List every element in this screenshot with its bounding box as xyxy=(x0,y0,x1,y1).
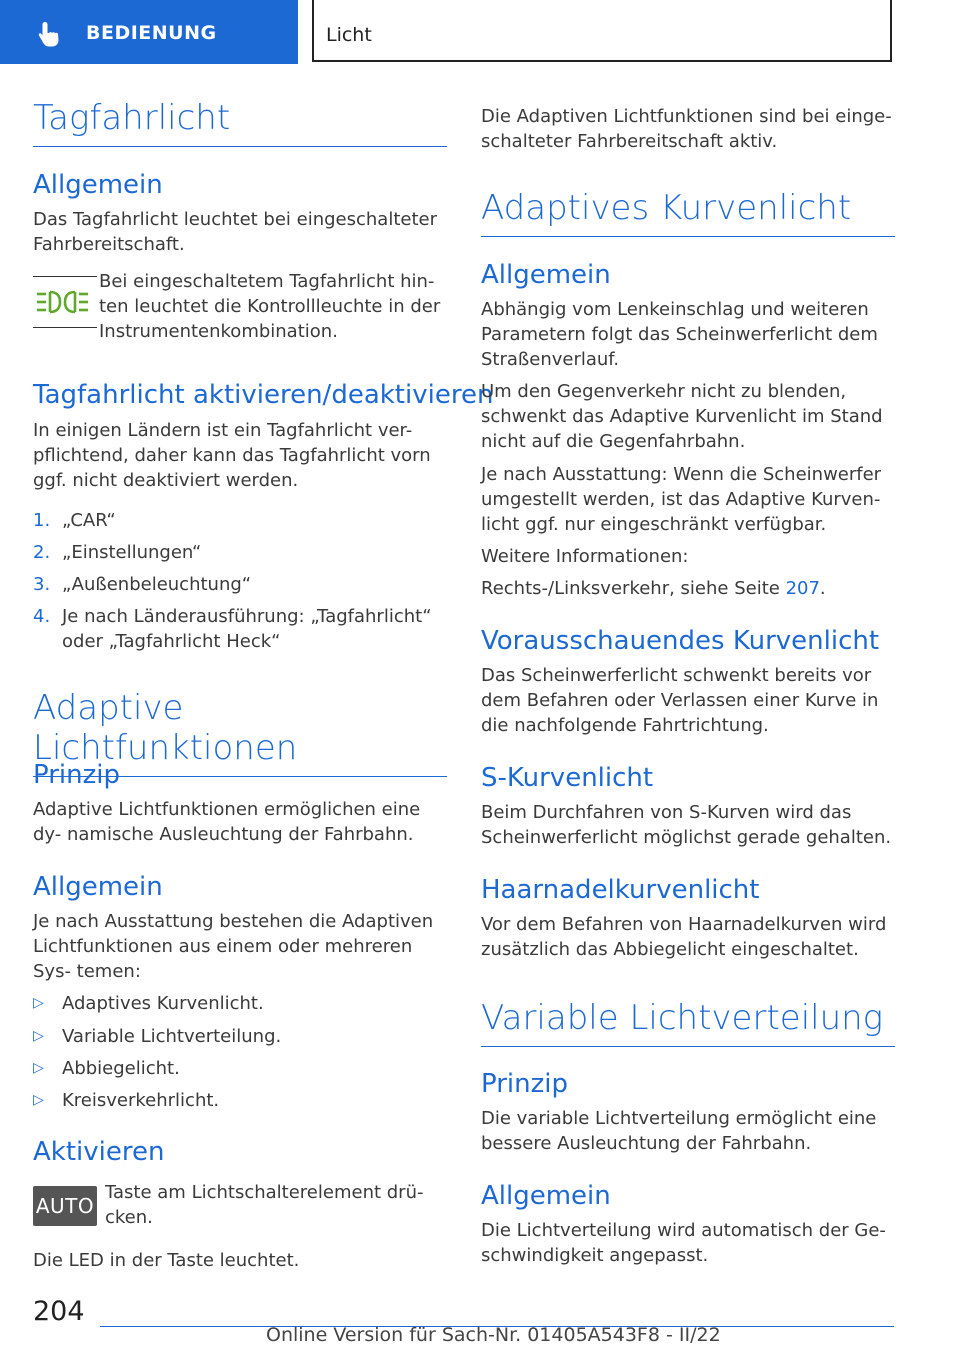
paragraph-taste: Taste am Lichtschalterelement drü- cken. xyxy=(105,1182,424,1228)
paragraph-intro: Die Adaptiven Lichtfunktionen sind bei einge- schalteter Fahrbereitschaft aktiv. xyxy=(481,106,892,152)
paragraph-prinzip: Adaptive Lichtfunktionen ermöglichen eine dy- namische Ausleuchtung der Fahrbahn. xyxy=(33,799,421,845)
auto-button-icon: AUTO xyxy=(33,1186,97,1226)
heading-adaptive-lichtfunktionen: Adaptive Lichtfunktionen xyxy=(33,688,447,777)
page-footer xyxy=(0,1290,960,1362)
paragraph-allgemein-r2: Die Lichtverteilung wird automatisch der Ge- schwindigkeit angepasst. xyxy=(481,1220,886,1266)
chapter-box xyxy=(312,0,892,62)
footer-version-text: Online Version für Sach-Nr. 01405A543F8 - II/22 xyxy=(266,1324,721,1346)
section-label: BEDIENUNG xyxy=(86,22,217,44)
paragraph-s-kurven: Beim Durchfahren von S-Kurven wird das Scheinwerferlicht möglichst gerade gehalten. xyxy=(481,802,892,848)
hand-pointer-icon xyxy=(36,20,66,48)
heading-prinzip: Prinzip xyxy=(33,760,120,790)
heading-variable-lichtverteilung: Variable Lichtverteilung xyxy=(481,998,895,1047)
heading-prinzip-r: Prinzip xyxy=(481,1069,568,1099)
paragraph-haarnadel: Vor dem Befahren von Haarnadelkurven wird zusätzlich das Abbiegelicht eingeschaltet. xyxy=(481,914,887,960)
paragraph-allgemein-2: Je nach Ausstattung bestehen die Adaptiven Lichtfunktionen aus einem oder mehreren Sys- temen: xyxy=(33,911,434,982)
heading-vorausschauendes-kurvenlicht: Vorausschauendes Kurvenlicht xyxy=(481,626,880,656)
heading-tagfahrlicht: Tagfahrlicht xyxy=(33,98,447,147)
list-item: ▷ Variable Lichtverteilung. xyxy=(33,1026,282,1047)
paragraph-gegenverkehr: Um den Gegenverkehr nicht zu blenden, schwenkt das Adaptive Kurvenlicht im Stand nicht auf die Gegenfahrbahn. xyxy=(481,381,883,452)
list-item: ▷ Abbiegelicht. xyxy=(33,1058,180,1079)
daytime-running-light-icon xyxy=(33,276,97,328)
section-tab xyxy=(0,0,298,64)
heading-s-kurvenlicht: S-Kurvenlicht xyxy=(481,763,654,793)
heading-allgemein-r1: Allgemein xyxy=(481,260,611,290)
list-item: 4. Je nach Länderausführung: „Tagfahrlicht“ oder „Tagfahrlicht Heck“ xyxy=(33,606,432,652)
page-link-207[interactable]: 207 xyxy=(785,578,820,599)
list-item: 1. „CAR“ xyxy=(33,510,116,531)
paragraph-seitenverweis: Rechts-/Linksverkehr, siehe Seite 207. xyxy=(481,578,826,599)
list-item: ▷ Kreisverkehrlicht. xyxy=(33,1090,220,1111)
triangle-bullet-icon: ▷ xyxy=(33,1092,44,1108)
page-header xyxy=(0,0,960,66)
paragraph-prinzip-r: Die variable Lichtverteilung ermöglicht eine bessere Ausleuchtung der Fahrbahn. xyxy=(481,1108,877,1154)
triangle-bullet-icon: ▷ xyxy=(33,1028,44,1044)
heading-aktivieren-deaktivieren: Tagfahrlicht aktivieren/deaktivieren xyxy=(33,380,494,410)
heading-adaptives-kurvenlicht: Adaptives Kurvenlicht xyxy=(481,188,895,237)
list-item: 3. „Außenbeleuchtung“ xyxy=(33,574,252,595)
paragraph-led: Die LED in der Taste leuchtet. xyxy=(33,1250,300,1271)
paragraph-weitere-info: Weitere Informationen: xyxy=(481,546,689,567)
heading-aktivieren: Aktivieren xyxy=(33,1137,165,1167)
paragraph-aktivieren: In einigen Ländern ist ein Tagfahrlicht ver- pflichtend, daher kann das Tagfahrlicht vorn ggf. nicht deaktiviert werden. xyxy=(33,420,431,491)
heading-allgemein-r2: Allgemein xyxy=(481,1181,611,1211)
paragraph-allgemein-1: Das Tagfahrlicht leuchtet bei eingeschalteter Fahrbereitschaft. xyxy=(33,209,438,255)
paragraph-lenkeinschlag: Abhängig vom Lenkeinschlag und weiteren Parametern folgt das Scheinwerferlicht dem Straßenverlauf. xyxy=(481,299,878,370)
paragraph-ausstattung: Je nach Ausstattung: Wenn die Scheinwerfer umgestellt werden, ist das Adaptive Kurven- licht ggf. nur eingeschränkt verfügbar. xyxy=(481,464,882,535)
page-number: 204 xyxy=(33,1296,85,1327)
list-item: ▷ Adaptives Kurvenlicht. xyxy=(33,993,264,1014)
list-item: 2. „Einstellungen“ xyxy=(33,542,202,563)
heading-allgemein-2: Allgemein xyxy=(33,872,163,902)
paragraph-kontrollleuchte: Bei eingeschaltetem Tagfahrlicht hin- ten leuchtet die Kontrollleuchte in der Instrumentenkombination. xyxy=(99,271,441,342)
triangle-bullet-icon: ▷ xyxy=(33,1060,44,1076)
paragraph-vorausschauend: Das Scheinwerferlicht schwenkt bereits vor dem Befahren oder Verlassen einer Kurve in die nachfolgende Fahrtrichtung. xyxy=(481,665,879,736)
chapter-label: Licht xyxy=(326,24,372,46)
triangle-bullet-icon: ▷ xyxy=(33,995,44,1011)
heading-allgemein-1: Allgemein xyxy=(33,170,163,200)
heading-haarnadelkurvenlicht: Haarnadelkurvenlicht xyxy=(481,875,760,905)
